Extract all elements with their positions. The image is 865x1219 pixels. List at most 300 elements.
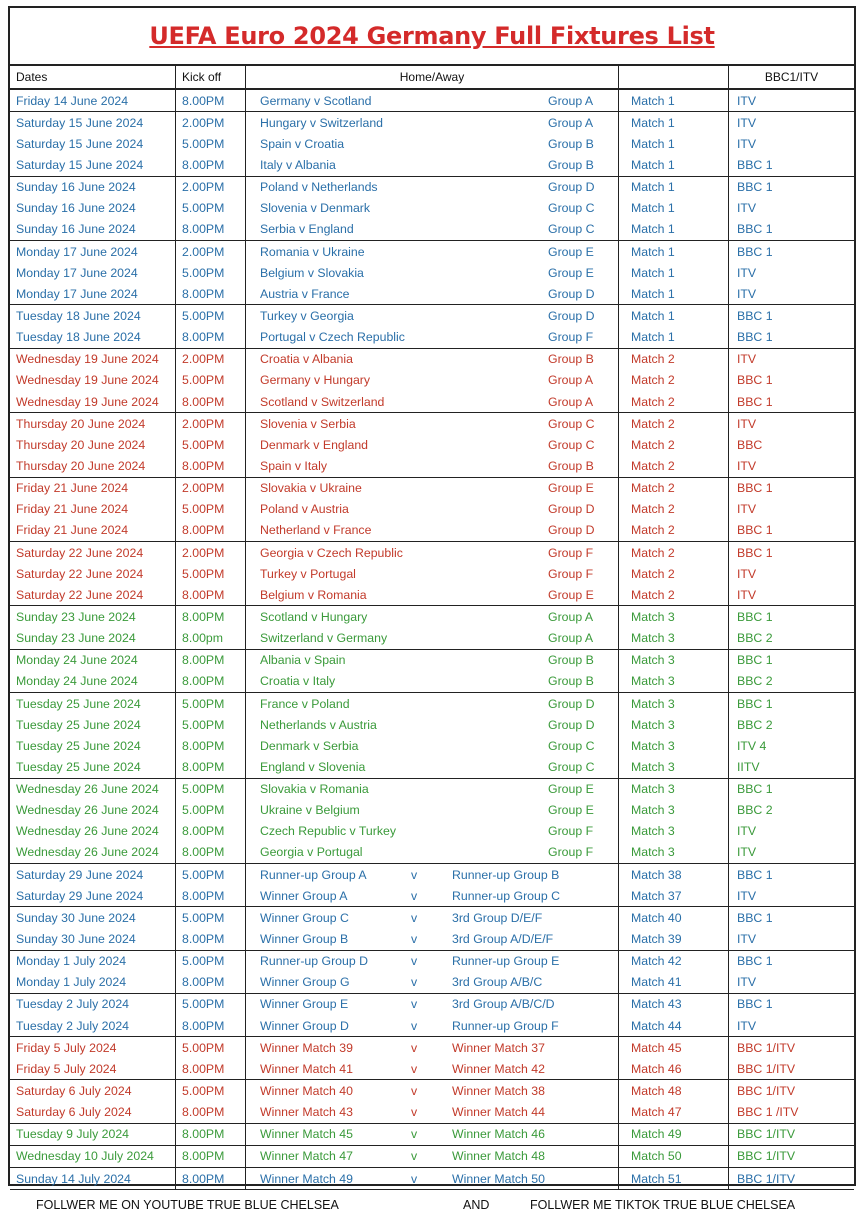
fixture-cell [246, 370, 619, 391]
kickoff-cell: 8.00PM [176, 972, 246, 993]
table-row [10, 993, 854, 1015]
fixture-cell [246, 112, 619, 133]
kickoff-cell: 5.00PM [176, 714, 246, 735]
match-cell: Match 38 [619, 864, 729, 885]
match-cell: Match 43 [619, 994, 729, 1015]
fixture-home: Winner Group G [260, 975, 350, 990]
tv-cell: ITV [737, 201, 757, 216]
fixture-versus: v [411, 1018, 418, 1033]
match-cell: Match 2 [619, 434, 729, 455]
tv-cell: ITV [737, 115, 757, 130]
page-title: UEFA Euro 2024 Germany Full Fixtures List [149, 22, 715, 50]
table-row [10, 563, 854, 584]
table-row [10, 434, 854, 455]
footer-youtube: FOLLWER ME ON YOUTUBE TRUE BLUE CHELSEA [36, 1197, 339, 1212]
fixture-group: Group B [548, 674, 594, 689]
table-row [10, 714, 854, 735]
fixture-group: Group C [548, 222, 595, 237]
match-cell: Match 44 [619, 1015, 729, 1036]
fixture-cell [246, 177, 619, 198]
date-cell: Tuesday 2 July 2024 [10, 994, 176, 1015]
date-cell: Saturday 15 June 2024 [10, 112, 176, 133]
footer-and: AND [463, 1197, 490, 1212]
fixture-group: Group E [548, 244, 594, 259]
tv-cell: BBC 1 [737, 308, 773, 323]
fixture-group: Group B [548, 653, 594, 668]
kickoff-cell: 8.00PM [176, 671, 246, 692]
match-cell: Match 41 [619, 972, 729, 993]
fixture-cell [246, 584, 619, 605]
tv-cell: BBC 1 [737, 157, 773, 172]
date-cell: Wednesday 10 July 2024 [10, 1146, 176, 1167]
kickoff-cell: 8.00PM [176, 391, 246, 412]
fixture-versus: v [411, 1040, 418, 1055]
table-row [10, 1102, 854, 1123]
fixture-cell [246, 628, 619, 649]
date-cell: Monday 17 June 2024 [10, 241, 176, 262]
date-cell: Tuesday 18 June 2024 [10, 305, 176, 326]
tv-cell: ITV 4 [737, 738, 767, 753]
table-row [10, 1123, 854, 1145]
header-match [619, 66, 729, 88]
fixture-group: Group D [548, 502, 595, 517]
match-cell: Match 1 [619, 283, 729, 304]
fixture-cell [246, 821, 619, 842]
table-row [10, 584, 854, 605]
kickoff-cell: 8.00PM [176, 1058, 246, 1079]
fixture-teams: Scotland v Switzerland [260, 394, 385, 409]
fixture-versus: v [411, 888, 418, 903]
fixture-group: Group A [548, 93, 594, 108]
fixture-group: Group D [548, 180, 595, 195]
fixture-cell [246, 693, 619, 714]
fixture-group: Group F [548, 566, 594, 581]
fixture-teams: Slovakia v Romania [260, 782, 369, 797]
fixture-home: Runner-up Group A [260, 867, 367, 882]
fixture-home: Winner Group B [260, 932, 349, 947]
kickoff-cell: 5.00PM [176, 563, 246, 584]
date-cell: Monday 1 July 2024 [10, 951, 176, 972]
kickoff-cell: 8.00PM [176, 90, 246, 111]
fixture-group: Group C [548, 738, 595, 753]
header-homeaway: Home/Away [246, 66, 619, 88]
kickoff-cell: 5.00PM [176, 951, 246, 972]
table-row [10, 1058, 854, 1079]
fixture-teams: Germany v Scotland [260, 93, 372, 108]
fixture-group: Group C [548, 437, 595, 452]
fixture-teams: Belgium v Romania [260, 587, 367, 602]
fixture-teams: Netherlands v Austria [260, 717, 377, 732]
tv-cell: BBC 1 [737, 180, 773, 195]
date-cell: Wednesday 26 June 2024 [10, 779, 176, 800]
match-cell: Match 1 [619, 262, 729, 283]
date-cell: Friday 21 June 2024 [10, 478, 176, 499]
date-cell: Sunday 14 July 2024 [10, 1168, 176, 1189]
tv-cell: BBC 1 /ITV [737, 1105, 799, 1120]
fixture-cell [246, 219, 619, 240]
fixture-away: 3rd Group A/B/C [452, 975, 543, 990]
fixture-versus: v [411, 910, 418, 925]
table-row [10, 1167, 854, 1189]
fixture-cell [246, 1102, 619, 1123]
fixture-teams: Austria v France [260, 286, 350, 301]
tv-cell: BBC 2 [737, 674, 773, 689]
table-row [10, 370, 854, 391]
fixture-cell [246, 800, 619, 821]
fixture-cell [246, 563, 619, 584]
kickoff-cell: 5.00PM [176, 1080, 246, 1101]
match-cell: Match 2 [619, 563, 729, 584]
fixture-teams: Poland v Netherlands [260, 180, 378, 195]
tv-cell: ITV [737, 975, 757, 990]
kickoff-cell: 5.00PM [176, 305, 246, 326]
table-row [10, 906, 854, 928]
date-cell: Saturday 6 July 2024 [10, 1080, 176, 1101]
match-cell: Match 1 [619, 241, 729, 262]
header-kickoff: Kick off [176, 66, 246, 88]
tv-cell: ITV [737, 587, 757, 602]
match-cell: Match 2 [619, 478, 729, 499]
kickoff-cell: 5.00PM [176, 1037, 246, 1058]
fixture-cell [246, 305, 619, 326]
fixture-home: Winner Match 41 [260, 1061, 353, 1076]
fixture-cell [246, 714, 619, 735]
kickoff-cell: 5.00PM [176, 779, 246, 800]
match-cell: Match 2 [619, 499, 729, 520]
fixture-versus: v [411, 1105, 418, 1120]
fixture-cell [246, 1080, 619, 1101]
fixture-cell [246, 606, 619, 627]
date-cell: Saturday 15 June 2024 [10, 154, 176, 175]
tv-cell: BBC 1/ITV [737, 1084, 796, 1099]
kickoff-cell: 5.00PM [176, 133, 246, 154]
fixture-cell [246, 520, 619, 541]
table-row [10, 800, 854, 821]
kickoff-cell: 8.00PM [176, 1146, 246, 1167]
date-cell: Thursday 20 June 2024 [10, 434, 176, 455]
fixture-group: Group F [548, 845, 594, 860]
table-row [10, 950, 854, 972]
tv-cell: BBC [737, 437, 763, 452]
kickoff-cell: 2.00PM [176, 349, 246, 370]
fixture-group: Group D [548, 696, 595, 711]
fixture-away: Runner-up Group E [452, 954, 560, 969]
fixture-teams: Denmark v England [260, 437, 368, 452]
tv-cell: ITV [737, 824, 757, 839]
fixture-versus: v [411, 1149, 418, 1164]
fixture-cell [246, 455, 619, 476]
table-row [10, 219, 854, 240]
kickoff-cell: 8.00PM [176, 219, 246, 240]
fixture-cell [246, 349, 619, 370]
tv-cell: BBC 1/ITV [737, 1127, 796, 1142]
fixture-teams: France v Poland [260, 696, 350, 711]
table-row [10, 176, 854, 198]
tv-cell: ITV [737, 566, 757, 581]
tv-cell: BBC 2 [737, 717, 773, 732]
fixture-cell [246, 154, 619, 175]
date-cell: Saturday 22 June 2024 [10, 542, 176, 563]
table-row [10, 327, 854, 348]
fixture-cell [246, 756, 619, 777]
fixture-away: Runner-up Group B [452, 867, 560, 882]
fixture-cell [246, 907, 619, 928]
fixture-home: Winner Group A [260, 888, 348, 903]
fixture-group: Group E [548, 265, 594, 280]
tv-cell: BBC 1 [737, 330, 773, 345]
fixture-group: Group D [548, 717, 595, 732]
fixture-group: Group E [548, 481, 594, 496]
match-cell: Match 2 [619, 542, 729, 563]
fixture-cell [246, 391, 619, 412]
fixture-teams: Turkey v Portugal [260, 566, 356, 581]
fixture-teams: Netherland v France [260, 523, 372, 538]
fixture-teams: England v Slovenia [260, 759, 366, 774]
tv-cell: ITV [737, 845, 757, 860]
match-cell: Match 49 [619, 1124, 729, 1145]
date-cell: Saturday 15 June 2024 [10, 133, 176, 154]
fixture-cell [246, 413, 619, 434]
fixture-cell [246, 1146, 619, 1167]
tv-cell: ITV [737, 932, 757, 947]
kickoff-cell: 5.00PM [176, 262, 246, 283]
match-cell: Match 2 [619, 349, 729, 370]
match-cell: Match 3 [619, 714, 729, 735]
table-row [10, 1145, 854, 1167]
fixture-versus: v [411, 1061, 418, 1076]
fixture-away: Winner Match 46 [452, 1127, 545, 1142]
fixture-home: Winner Match 39 [260, 1040, 353, 1055]
kickoff-cell: 2.00PM [176, 542, 246, 563]
fixture-cell [246, 283, 619, 304]
table-row [10, 412, 854, 434]
tv-cell: BBC 1 [737, 523, 773, 538]
table-row [10, 1015, 854, 1036]
date-cell: Sunday 23 June 2024 [10, 628, 176, 649]
fixture-group: Group A [548, 115, 594, 130]
title-bar [10, 8, 854, 66]
tv-cell: ITV [737, 888, 757, 903]
table-row [10, 928, 854, 949]
match-cell: Match 37 [619, 885, 729, 906]
date-cell: Monday 24 June 2024 [10, 650, 176, 671]
kickoff-cell: 8.00PM [176, 650, 246, 671]
fixture-away: 3rd Group A/D/E/F [452, 932, 554, 947]
date-cell: Friday 21 June 2024 [10, 520, 176, 541]
fixture-group: Group A [548, 631, 594, 646]
date-cell: Friday 21 June 2024 [10, 499, 176, 520]
match-cell: Match 2 [619, 413, 729, 434]
match-cell: Match 3 [619, 735, 729, 756]
fixtures-sheet [8, 6, 856, 1212]
date-cell: Wednesday 19 June 2024 [10, 391, 176, 412]
match-cell: Match 2 [619, 520, 729, 541]
tv-cell: BBC 1 [737, 867, 773, 882]
kickoff-cell: 8.00PM [176, 606, 246, 627]
date-cell: Friday 5 July 2024 [10, 1058, 176, 1079]
fixture-teams: Serbia v England [260, 222, 354, 237]
fixture-cell [246, 499, 619, 520]
date-cell: Wednesday 26 June 2024 [10, 842, 176, 863]
fixture-teams: Croatia v Italy [260, 674, 336, 689]
match-cell: Match 3 [619, 693, 729, 714]
table-row [10, 778, 854, 800]
fixture-teams: Belgium v Slovakia [260, 265, 364, 280]
fixture-cell [246, 90, 619, 111]
table-row [10, 735, 854, 756]
tv-cell: ITV [737, 1018, 757, 1033]
kickoff-cell: 2.00PM [176, 112, 246, 133]
fixture-away: 3rd Group D/E/F [452, 910, 543, 925]
date-cell: Friday 14 June 2024 [10, 90, 176, 111]
tv-cell: ITV [737, 136, 757, 151]
kickoff-cell: 8.00PM [176, 1015, 246, 1036]
tv-cell: BBC 1 [737, 373, 773, 388]
table-body [10, 89, 854, 1189]
match-cell: Match 3 [619, 779, 729, 800]
date-cell: Monday 24 June 2024 [10, 671, 176, 692]
kickoff-cell: 2.00PM [176, 413, 246, 434]
match-cell: Match 3 [619, 800, 729, 821]
table-row [10, 885, 854, 906]
kickoff-cell: 2.00PM [176, 478, 246, 499]
fixture-teams: Scotland v Hungary [260, 609, 368, 624]
kickoff-cell: 2.00PM [176, 177, 246, 198]
fixtures-table [10, 66, 854, 1189]
fixture-group: Group B [548, 458, 594, 473]
fixture-group: Group C [548, 201, 595, 216]
tv-cell: BBC 2 [737, 631, 773, 646]
fixture-home: Winner Match 49 [260, 1171, 353, 1186]
fixture-group: Group B [548, 157, 594, 172]
match-cell: Match 47 [619, 1102, 729, 1123]
match-cell: Match 3 [619, 650, 729, 671]
table-row [10, 304, 854, 326]
fixture-group: Group B [548, 136, 594, 151]
fixture-group: Group A [548, 609, 594, 624]
fixture-teams: Czech Republic v Turkey [260, 824, 397, 839]
match-cell: Match 3 [619, 671, 729, 692]
fixture-cell [246, 1168, 619, 1189]
fixture-group: Group C [548, 759, 595, 774]
fixture-group: Group F [548, 545, 594, 560]
fixture-group: Group A [548, 373, 594, 388]
fixture-cell [246, 779, 619, 800]
date-cell: Tuesday 25 June 2024 [10, 714, 176, 735]
match-cell: Match 48 [619, 1080, 729, 1101]
kickoff-cell: 8.00PM [176, 756, 246, 777]
match-cell: Match 1 [619, 305, 729, 326]
fixture-home: Winner Group E [260, 997, 349, 1012]
date-cell: Tuesday 25 June 2024 [10, 735, 176, 756]
tv-cell: BBC 1 [737, 910, 773, 925]
fixture-teams: Albania v Spain [260, 653, 346, 668]
kickoff-cell: 5.00PM [176, 434, 246, 455]
match-cell: Match 39 [619, 928, 729, 949]
fixture-cell [246, 434, 619, 455]
table-row [10, 821, 854, 842]
fixture-cell [246, 671, 619, 692]
fixture-home: Winner Match 40 [260, 1084, 353, 1099]
kickoff-cell: 8.00PM [176, 885, 246, 906]
date-cell: Sunday 30 June 2024 [10, 907, 176, 928]
table-row [10, 348, 854, 370]
date-cell: Wednesday 19 June 2024 [10, 349, 176, 370]
tv-cell: BBC 1 [737, 653, 773, 668]
fixture-cell [246, 951, 619, 972]
date-cell: Wednesday 19 June 2024 [10, 370, 176, 391]
table-row [10, 154, 854, 175]
fixture-home: Winner Group C [260, 910, 349, 925]
table-row [10, 1079, 854, 1101]
date-cell: Sunday 16 June 2024 [10, 198, 176, 219]
match-cell: Match 2 [619, 370, 729, 391]
table-row [10, 240, 854, 262]
fixture-cell [246, 241, 619, 262]
fixture-cell [246, 542, 619, 563]
match-cell: Match 2 [619, 455, 729, 476]
match-cell: Match 2 [619, 584, 729, 605]
kickoff-cell: 5.00PM [176, 499, 246, 520]
fixture-away: Winner Match 50 [452, 1171, 545, 1186]
kickoff-cell: 8.00PM [176, 1124, 246, 1145]
fixture-versus: v [411, 1084, 418, 1099]
table-row [10, 520, 854, 541]
date-cell: Wednesday 26 June 2024 [10, 800, 176, 821]
table-row [10, 628, 854, 649]
match-cell: Match 1 [619, 133, 729, 154]
header-tv: BBC1/ITV [764, 70, 819, 84]
match-cell: Match 1 [619, 219, 729, 240]
fixture-cell [246, 994, 619, 1015]
match-cell: Match 40 [619, 907, 729, 928]
fixture-cell [246, 1015, 619, 1036]
fixture-teams: Spain v Italy [260, 458, 327, 473]
fixture-away: Winner Match 48 [452, 1149, 545, 1164]
match-cell: Match 1 [619, 198, 729, 219]
tv-cell: BBC 1 [737, 481, 773, 496]
table-row [10, 541, 854, 563]
fixture-teams: Portugal v Czech Republic [260, 330, 405, 345]
fixture-versus: v [411, 1127, 418, 1142]
table-row [10, 133, 854, 154]
fixture-group: Group E [548, 587, 594, 602]
fixture-teams: Switzerland v Germany [260, 631, 388, 646]
kickoff-cell: 8.00PM [176, 842, 246, 863]
match-cell: Match 1 [619, 177, 729, 198]
fixture-home: Winner Group D [260, 1018, 349, 1033]
table-row [10, 605, 854, 627]
fixture-home: Winner Match 43 [260, 1105, 353, 1120]
kickoff-cell: 5.00PM [176, 693, 246, 714]
table-row [10, 756, 854, 777]
fixture-away: Winner Match 38 [452, 1084, 545, 1099]
tv-cell: ITV [737, 416, 757, 431]
match-cell: Match 3 [619, 842, 729, 863]
fixture-home: Winner Match 47 [260, 1149, 353, 1164]
kickoff-cell: 5.00PM [176, 994, 246, 1015]
table-row [10, 477, 854, 499]
fixture-versus: v [411, 932, 418, 947]
fixture-group: Group D [548, 286, 595, 301]
fixture-group: Group E [548, 803, 594, 818]
match-cell: Match 3 [619, 606, 729, 627]
tv-cell: BBC 1 [737, 609, 773, 624]
match-cell: Match 42 [619, 951, 729, 972]
kickoff-cell: 8.00PM [176, 584, 246, 605]
match-cell: Match 51 [619, 1168, 729, 1189]
fixture-teams: Turkey v Georgia [260, 308, 354, 323]
